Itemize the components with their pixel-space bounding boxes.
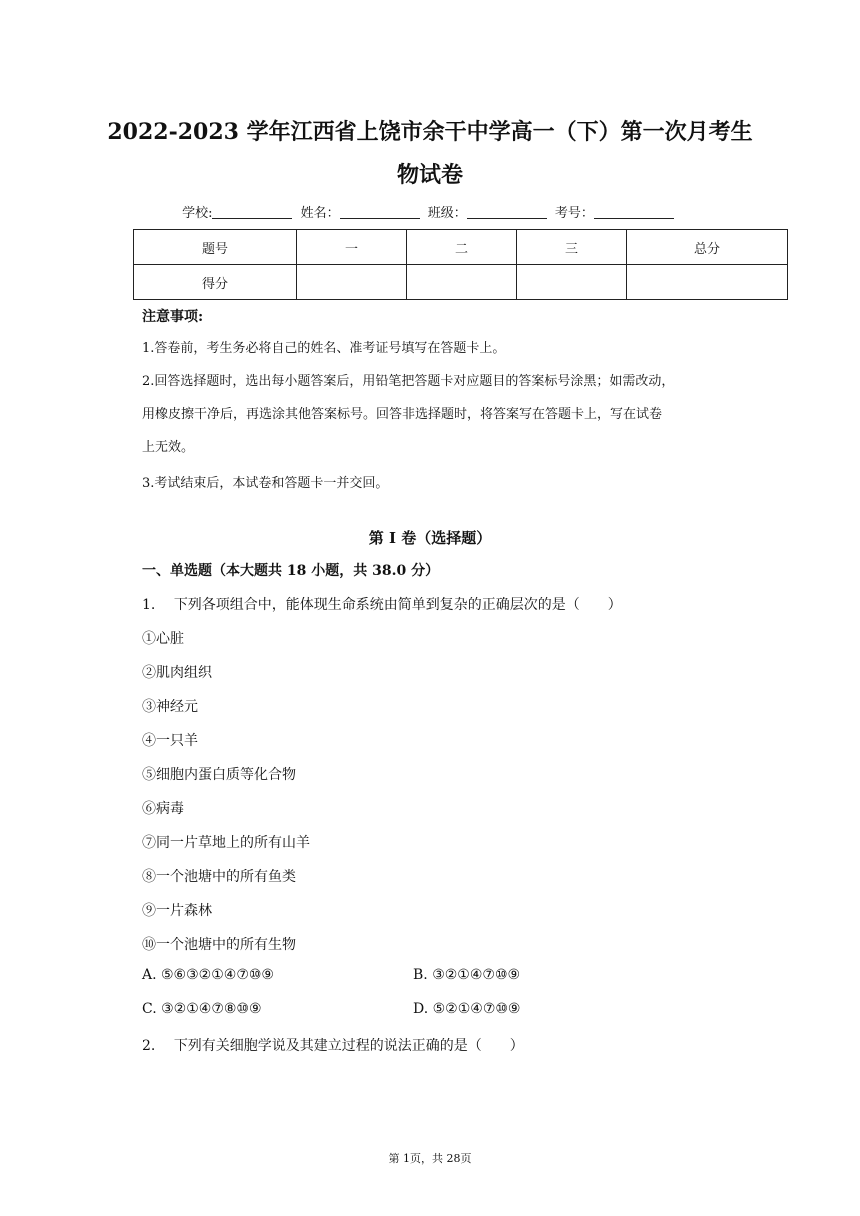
list-item: ⑤细胞内蛋白质等化合物 xyxy=(142,767,296,783)
id-label: 考号： xyxy=(554,206,594,221)
section-title: 第 I 卷（选择题） xyxy=(368,529,492,547)
question-2 xyxy=(142,1035,524,1055)
question-number: 2. xyxy=(142,1038,156,1054)
school-label: 学校: xyxy=(182,206,213,221)
note-item: 上无效。 xyxy=(142,440,195,455)
score-table-header-row xyxy=(134,230,788,265)
header-cell: 一 xyxy=(297,230,407,265)
question-number: 1. xyxy=(142,597,156,613)
note-item: 3.考试结束后，本试卷和答题卡一并交回。 xyxy=(142,476,389,491)
notes-title: 注意事项: xyxy=(142,309,204,325)
list-item: ⑥病毒 xyxy=(142,801,184,817)
option-b[interactable]: B. ③②①④⑦⑩⑨ xyxy=(413,967,521,983)
note-item: 2.回答选择题时，选出每小题答案后，用铅笔把答题卡对应题目的答案标号涂黑；如需改动， xyxy=(142,374,675,389)
score-cell[interactable] xyxy=(627,265,788,300)
list-item: ④一只羊 xyxy=(142,733,198,749)
list-item: ②肌肉组织 xyxy=(142,665,212,681)
list-item: ⑧一个池塘中的所有鱼类 xyxy=(142,869,296,885)
header-cell: 题号 xyxy=(134,230,297,265)
id-blank[interactable] xyxy=(594,205,674,219)
score-cell[interactable] xyxy=(517,265,627,300)
note-item: 1.答卷前，考生务必将自己的姓名、准考证号填写在答题卡上。 xyxy=(142,341,506,356)
option-c[interactable]: C. ③②①④⑦⑧⑩⑨ xyxy=(142,1001,262,1017)
question-text: 下列有关细胞学说及其建立过程的说法正确的是（ ） xyxy=(173,1038,524,1054)
list-item: ①心脏 xyxy=(142,631,184,647)
list-item: ③神经元 xyxy=(142,699,198,715)
header-cell: 三 xyxy=(517,230,627,265)
question-1 xyxy=(142,594,622,614)
doc-title-line1: 2022-2023 学年江西省上饶市余干中学高一（下）第一次月考生 xyxy=(107,119,753,145)
header-cell: 二 xyxy=(407,230,517,265)
option-d[interactable]: D. ⑤②①④⑦⑩⑨ xyxy=(413,1001,521,1017)
question-text: 下列各项组合中，能体现生命系统由简单到复杂的正确层次的是（ ） xyxy=(173,597,622,613)
part-title: 一、单选题（本大题共 18 小题，共 38.0 分） xyxy=(142,563,440,579)
score-cell[interactable] xyxy=(297,265,407,300)
doc-title-line2: 物试卷 xyxy=(396,162,463,188)
note-item: 用橡皮擦干净后，再选涂其他答案标号。回答非选择题时，将答案写在答题卡上，写在试卷 xyxy=(142,407,663,422)
student-info-line xyxy=(0,202,860,221)
score-table-score-row xyxy=(134,265,788,300)
list-item: ⑨一片森林 xyxy=(142,903,212,919)
class-blank[interactable] xyxy=(467,205,547,219)
name-label: 姓名： xyxy=(300,206,340,221)
list-item: ⑩一个池塘中的所有生物 xyxy=(142,937,296,953)
school-blank[interactable] xyxy=(212,205,292,219)
page-footer: 第 1页，共 28页 xyxy=(388,1152,472,1165)
name-blank[interactable] xyxy=(340,205,420,219)
score-cell[interactable] xyxy=(407,265,517,300)
score-table xyxy=(133,229,788,300)
list-item: ⑦同一片草地上的所有山羊 xyxy=(142,835,310,851)
row-label-cell: 得分 xyxy=(134,265,297,300)
option-a[interactable]: A. ⑤⑥③②①④⑦⑩⑨ xyxy=(142,967,274,983)
class-label: 班级： xyxy=(427,206,467,221)
header-cell: 总分 xyxy=(627,230,788,265)
